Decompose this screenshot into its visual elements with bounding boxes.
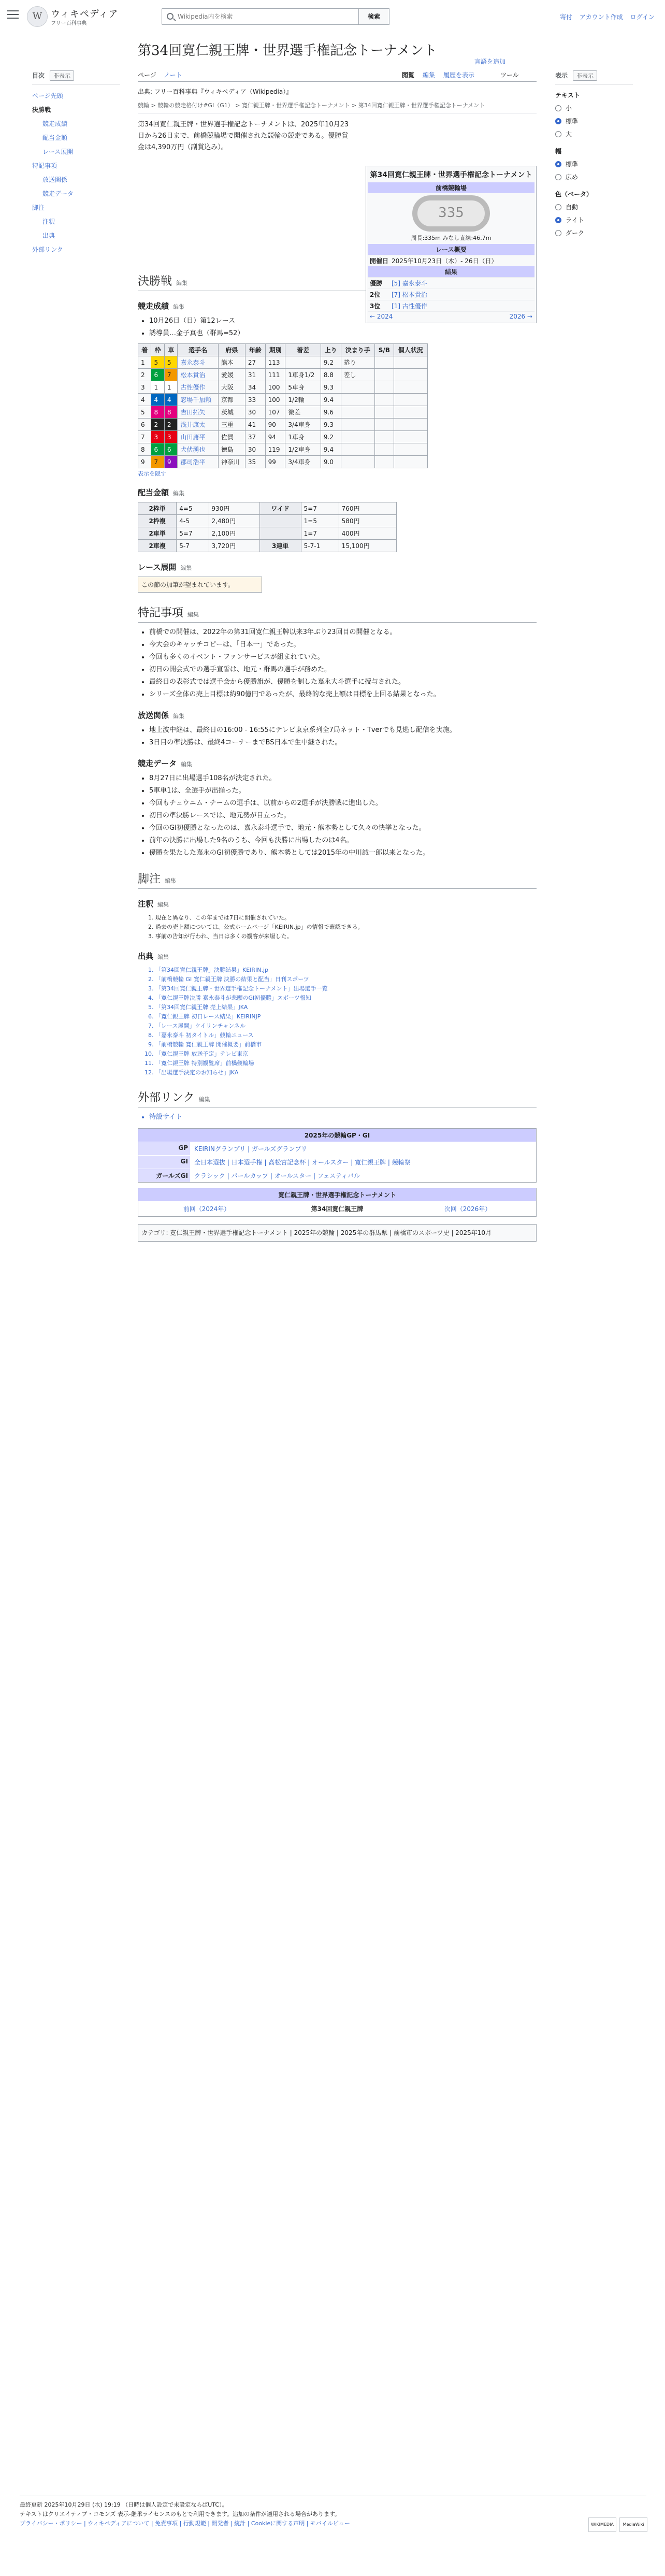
tab-talk[interactable]: ノート xyxy=(164,71,182,79)
list-item: • 5車単1は、全選手が出揃った。 xyxy=(149,785,537,797)
edit-link[interactable]: 編集 xyxy=(165,877,177,884)
text-size-large[interactable]: 大 xyxy=(555,127,633,140)
tab-edit[interactable]: 編集 xyxy=(423,71,436,79)
next-link[interactable]: 次回（2026年） xyxy=(444,1205,491,1213)
section-broadcast: 放送関係 編集 xyxy=(138,711,185,720)
table-row: 9 7 9 郡司浩平 神奈川 35 99 3/4車身 9.0 xyxy=(138,456,428,468)
list-item: 3. 事前の告知が行われ、当日は多くの観客が来場した。 xyxy=(155,932,537,941)
edit-link[interactable]: 編集 xyxy=(173,713,185,719)
list-item[interactable]: 9. 「前橋競輪 寛仁親王牌 開催概要」前橋市 xyxy=(155,1040,537,1049)
table-row: 1 5 5 嘉永泰斗 熊本 27 113 9.2 捲り xyxy=(138,356,428,369)
wordmark[interactable]: ウィキペディア xyxy=(51,9,119,20)
appearance-sidebar xyxy=(555,70,633,239)
search-box xyxy=(162,8,389,25)
table-row: 6 2 2 浅井康太 三重 41 90 3/4車身 9.3 xyxy=(138,419,428,431)
edit-link[interactable]: 編集 xyxy=(157,901,169,908)
navbox-series xyxy=(138,1188,537,1217)
list-item: • 最終日の表彰式では選手会から優勝旗が、優勝を制した嘉永大斗選手に授与された。 xyxy=(149,677,537,688)
hide-table-link[interactable]: 表示を隠す xyxy=(138,470,166,477)
section-external: 外部リンク 編集 xyxy=(138,1089,537,1107)
bank-length: 335 xyxy=(438,205,464,221)
tab-read[interactable]: 閲覧 xyxy=(402,71,415,79)
current-edition: 第34回寛仁親王牌 xyxy=(311,1205,364,1213)
list-item: • 今回も多くのイベント・ファンサービスが組まれていた。 xyxy=(149,652,537,663)
list-item: • 前年の決勝に出場した9名のうち、今回も決勝に出場したのは4名。 xyxy=(149,835,537,846)
width-standard[interactable]: 標準 xyxy=(555,157,633,170)
edit-link[interactable]: 編集 xyxy=(187,611,199,618)
table-row: 2車複 5-7 3,720円 3連単 5-7-1 15,100円 xyxy=(138,540,397,552)
toc-header: 目次 非表示 xyxy=(32,70,120,84)
table-row: 2車単 5=7 2,100円 1=7 400円 xyxy=(138,527,397,540)
table-row: 8 6 6 犬伏湧也 徳島 30 119 1/2車身 9.4 xyxy=(138,443,428,456)
second-row: 2位 [7] 松本貴治 xyxy=(368,289,534,300)
last-modified: 最終更新 2025年10月29日 (水) 19:19 （日時は個人設定で未設定ならばUTC）。 xyxy=(20,2501,228,2508)
section-notes: 特記事項 編集 xyxy=(138,604,537,623)
appearance-header: 表示 非表示 xyxy=(555,70,633,84)
toc-item-external[interactable]: 外部リンク xyxy=(32,246,63,253)
navbox-row: GP KEIRINグランプリ | ガールズグランプリ xyxy=(138,1142,536,1155)
donate-link[interactable]: 寄付 xyxy=(560,13,573,21)
appearance-hide-button[interactable]: 非表示 xyxy=(573,70,597,81)
list-item[interactable]: 4. 「寛仁親王牌決勝 嘉永泰斗が悲願のGI初優勝」スポーツ報知 xyxy=(155,994,537,1003)
race-section: レース概要 xyxy=(368,244,534,255)
list-item[interactable]: 10. 「寛仁親王牌 放送予定」テレビ東京 xyxy=(155,1049,537,1059)
notes-bullets xyxy=(149,627,537,700)
list-item[interactable]: 8. 「嘉永泰斗 初タイトル」競輪ニュース xyxy=(155,1031,537,1040)
edit-link[interactable]: 編集 xyxy=(173,490,185,497)
infobox xyxy=(366,166,537,323)
next-edition-link[interactable]: 2026 → xyxy=(509,313,532,320)
list-item: • 優勝を果たした嘉永のGI初優勝であり、熊本勢としては2015年の中川誠一郎以来となった。 xyxy=(149,847,537,859)
sources-list xyxy=(155,966,537,1077)
result-section: 結果 xyxy=(368,266,534,277)
section-annot: 注釈 編集 xyxy=(138,899,169,909)
toc-item-data[interactable]: 競走データ xyxy=(42,190,74,197)
data-bullets xyxy=(149,773,537,859)
list-item: 2. 過去の売上額については、公式ホームページ「KEIRIN.jp」の情報で確認できる。 xyxy=(155,923,537,932)
winner-row: 優勝 [5] 嘉永泰斗 xyxy=(368,277,534,289)
license-text: テキストはクリエイティブ・コモンズ 表示-継承ライセンスのもとで利用できます。追加の条件が適用される場合があります。 xyxy=(20,2511,341,2517)
footer-links[interactable]: プライバシー・ポリシー | ウィキペディアについて | 免責事項 | 行動規範 | 開発者 | 統計 | Cookieに関する声明 | モバイルビュー xyxy=(20,2520,350,2527)
list-item: • 10月26日（日）第12レース xyxy=(149,315,537,327)
results-table xyxy=(138,343,428,468)
section-data: 競走データ 編集 xyxy=(138,759,193,768)
toc-item-notes[interactable]: 特記事項 xyxy=(32,162,57,169)
table-row: 4 4 4 窓場千加頼 京都 33 100 1/2輪 9.4 xyxy=(138,394,428,406)
text-size-small[interactable]: 小 xyxy=(555,102,633,114)
list-item: • 今大会のキャッチコピーは、「日本一」であった。 xyxy=(149,639,537,651)
list-item[interactable]: 3. 「第34回寛仁親王牌・世界選手権記念トーナメント」出場選手一覧 xyxy=(155,984,537,994)
list-item: • シリーズ全体の売上目標は約90億円であったが、最終的な売上額は目標を上回る結果となった。 xyxy=(149,689,537,700)
tab-page[interactable]: ページ xyxy=(138,71,156,79)
track-image xyxy=(412,195,490,232)
edit-link[interactable]: 編集 xyxy=(180,565,192,571)
section-sources: 出典 編集 xyxy=(138,952,169,961)
width-wide[interactable]: 広め xyxy=(555,170,633,183)
list-item[interactable]: • 特設サイト xyxy=(149,1112,537,1123)
list-item[interactable]: 1. 「第34回寛仁親王牌」決勝結果」KEIRIN.jp xyxy=(155,966,537,975)
toc-item-annot[interactable]: 注釈 xyxy=(42,218,55,225)
toc-item-sources[interactable]: 出典 xyxy=(42,232,55,239)
toc-item-broadcast[interactable]: 放送関係 xyxy=(42,176,68,183)
prev-link[interactable]: 前回（2024年） xyxy=(183,1205,230,1213)
external-links xyxy=(149,1112,537,1123)
list-item: • 前橋での開催は、2022年の第31回寛仁親王牌以来3年ぶり23回目の開催となる。 xyxy=(149,627,537,638)
third-row: 3位 [1] 古性優作 xyxy=(368,300,534,311)
list-item[interactable]: 7. 「レース展開」ケイリンチャンネル xyxy=(155,1021,537,1031)
color-light[interactable]: ライト xyxy=(555,213,633,226)
table-row: 3 1 1 古性優作 大阪 34 100 5車身 9.3 xyxy=(138,381,428,394)
section-payout: 配当金額 編集 xyxy=(138,488,185,497)
main-menu-icon[interactable] xyxy=(7,10,19,19)
create-account-link[interactable]: アカウント作成 xyxy=(579,13,623,21)
edit-link[interactable]: 編集 xyxy=(157,954,169,960)
mediawiki-logo[interactable]: MediaWiki xyxy=(619,2517,647,2532)
edit-link[interactable]: 編集 xyxy=(198,1096,210,1103)
list-item[interactable]: 2. 「前橋競輪 GI 寛仁親王牌 決勝の結果と配当」日刊スポーツ xyxy=(155,975,537,984)
bank-note: 周長:335m みなし直線:46.7m xyxy=(411,235,491,241)
page-title: 第34回寛仁親王牌・世界選手権記念トーナメント xyxy=(138,43,438,59)
site-header xyxy=(0,0,665,36)
infobox-venue[interactable]: 前橋競輪場 xyxy=(368,182,534,193)
list-item[interactable]: 5. 「第34回寛仁親王牌 売上結果」JKA xyxy=(155,1003,537,1012)
categories[interactable]: カテゴリ: 寛仁親王牌・世界選手権記念トーナメント | 2025年の競輪 | 2025年の群馬県 | 前橋市のスポーツ史 | 2025年10月 xyxy=(138,1224,537,1242)
toc-item-final[interactable]: 決勝戦 xyxy=(32,106,51,113)
width-label: 幅 xyxy=(555,148,562,155)
list-item: • 地上波中継は、最終日の16:00 - 16:55にテレビ東京系列全7局ネット・Tverでも見逃し配信を実施。 xyxy=(149,725,537,736)
table-row: 2枠複 4-5 2,480円 1=5 580円 xyxy=(138,515,397,527)
search-button[interactable]: 検索 xyxy=(358,8,389,25)
tab-tools[interactable]: ツール xyxy=(500,71,519,79)
text-size-label: テキスト xyxy=(555,92,580,99)
list-item[interactable]: 12. 「出場選手決定のお知らせ」JKA xyxy=(155,1068,537,1077)
toc-sidebar xyxy=(32,70,120,256)
table-row: 2枠単 4=5 930円 ワイド 5=7 760円 xyxy=(138,502,397,515)
search-input[interactable] xyxy=(178,11,349,22)
table-row: 2 6 7 松本貴治 愛媛 31 111 1車身1/2 8.8 差し xyxy=(138,369,428,381)
table-header: 着 枠 車 選手名 府県 年齢 期別 着差 上り 決まり手 S/B 個人状況 xyxy=(138,344,428,356)
toc-item-footnotes[interactable]: 脚注 xyxy=(32,204,45,211)
article xyxy=(138,41,537,1242)
list-item[interactable]: 6. 「寛仁親王牌 初日レース結果」KEIRINJP xyxy=(155,1012,537,1021)
color-dark[interactable]: ダーク xyxy=(555,226,633,239)
section-race: レース展開 編集 xyxy=(138,563,192,572)
toc-item-payout[interactable]: 配当金額 xyxy=(42,134,68,141)
toc-item-result[interactable]: 競走成績 xyxy=(42,120,68,127)
list-item: • 3日目の準決勝は、最終4コーナーまでBS日本で生中継された。 xyxy=(149,737,537,749)
list-item: • 初日の準決勝レースでは、地元勢が目立った。 xyxy=(149,810,537,822)
list-item: 1. 現在と異なり、この年までは7日に開催されていた。 xyxy=(155,913,537,923)
page-footer xyxy=(20,2496,646,2528)
tab-history[interactable]: 履歴を表示 xyxy=(443,71,475,79)
list-item: • 今回のGI初優勝となったのは、嘉永泰斗選手で、地元・熊本勢として久々の快挙となった。 xyxy=(149,823,537,834)
wikimedia-logo[interactable]: WIKIMEDIA xyxy=(588,2517,616,2532)
list-item: • 誘導員…金子真也（群馬=52） xyxy=(149,328,537,339)
notes-list xyxy=(155,913,537,941)
broadcast-bullets xyxy=(149,725,537,749)
color-auto[interactable]: 自動 xyxy=(555,200,633,213)
table-row: 5 8 8 吉田拓矢 茨城 30 107 微差 9.6 xyxy=(138,406,428,419)
expand-notice: この節の加筆が望まれています。 xyxy=(138,577,262,593)
edit-link[interactable]: 編集 xyxy=(176,280,188,286)
text-size-standard[interactable]: 標準 xyxy=(555,114,633,127)
list-item[interactable]: 11. 「寛仁親王牌 特別観覧席」前橋競輪場 xyxy=(155,1059,537,1068)
infobox-nav xyxy=(368,311,534,321)
color-label: 色（ベータ） xyxy=(555,191,593,198)
intro-paragraph: 第34回寛仁親王牌・世界選手権記念トーナメントは、2025年10月23日から26日まで、前橋競輪場で開催された競輪の競走である。優勝賞金は4,390万円（副賞込み）。 xyxy=(138,121,349,151)
edit-link[interactable]: 編集 xyxy=(173,304,185,310)
page-tabs xyxy=(138,66,537,82)
language-button[interactable]: 言語を追加 xyxy=(474,58,506,65)
infobox-title: 第34回寛仁親王牌・世界選手権記念トーナメント xyxy=(370,171,532,179)
succession xyxy=(138,1201,536,1216)
navbox-title: 寛仁親王牌・世界選手権記念トーナメント xyxy=(138,1188,536,1201)
source-line: 出典: フリー百科事典『ウィキペディア（Wikipedia）』 xyxy=(138,88,293,95)
toc-item-top[interactable]: ページ先頭 xyxy=(32,92,63,99)
user-links xyxy=(555,12,655,21)
toc-hide-button[interactable]: 非表示 xyxy=(50,70,74,81)
section-footnotes: 脚注 編集 xyxy=(138,870,537,889)
tagline: フリー百科事典 xyxy=(51,21,87,26)
payout-table xyxy=(138,502,397,552)
wikipedia-logo[interactable]: W xyxy=(27,6,48,27)
navbox-row: ガールズGI クラシック | パールカップ | オールスター | フェスティバル xyxy=(138,1169,536,1182)
list-item: • 今回もチュウニム・チームの選手は、以前からの2選手が決勝戦に進出した。 xyxy=(149,798,537,809)
login-link[interactable]: ログイン xyxy=(630,13,655,21)
navbox-title: 2025年の競輪GP・GI xyxy=(138,1129,536,1142)
prev-edition-link[interactable]: ← 2024 xyxy=(370,313,393,320)
search-icon xyxy=(167,13,174,20)
edit-link[interactable]: 編集 xyxy=(181,761,193,768)
breadcrumb[interactable]: 競輪 > 競輪の競走格付け#GI（G1） > 寛仁親王牌・世界選手権記念トーナメント > 第34回寛仁親王牌・世界選手権記念トーナメント xyxy=(138,101,537,114)
toc-item-race[interactable]: レース展開 xyxy=(42,148,74,155)
section-result: 競走成績 編集 xyxy=(138,301,185,311)
section-final: 決勝戦 編集 xyxy=(138,272,537,291)
list-item: • 初日の開会式での選手宣誓は、地元・群馬の選手が務めた。 xyxy=(149,664,537,675)
navbox-row: GI 全日本選抜 | 日本選手権 | 高松宮記念杯 | オールスター | 寛仁親王牌 | 競輪祭 xyxy=(138,1155,536,1169)
table-row: 7 3 3 山田庸平 佐賀 37 94 1車身 9.2 xyxy=(138,431,428,443)
list-item: • 8月27日に出場選手108名が決定された。 xyxy=(149,773,537,784)
date-row: 開催日 2025年10月23日（木）- 26日（日） xyxy=(368,255,534,266)
navbox-2025 xyxy=(138,1128,537,1183)
